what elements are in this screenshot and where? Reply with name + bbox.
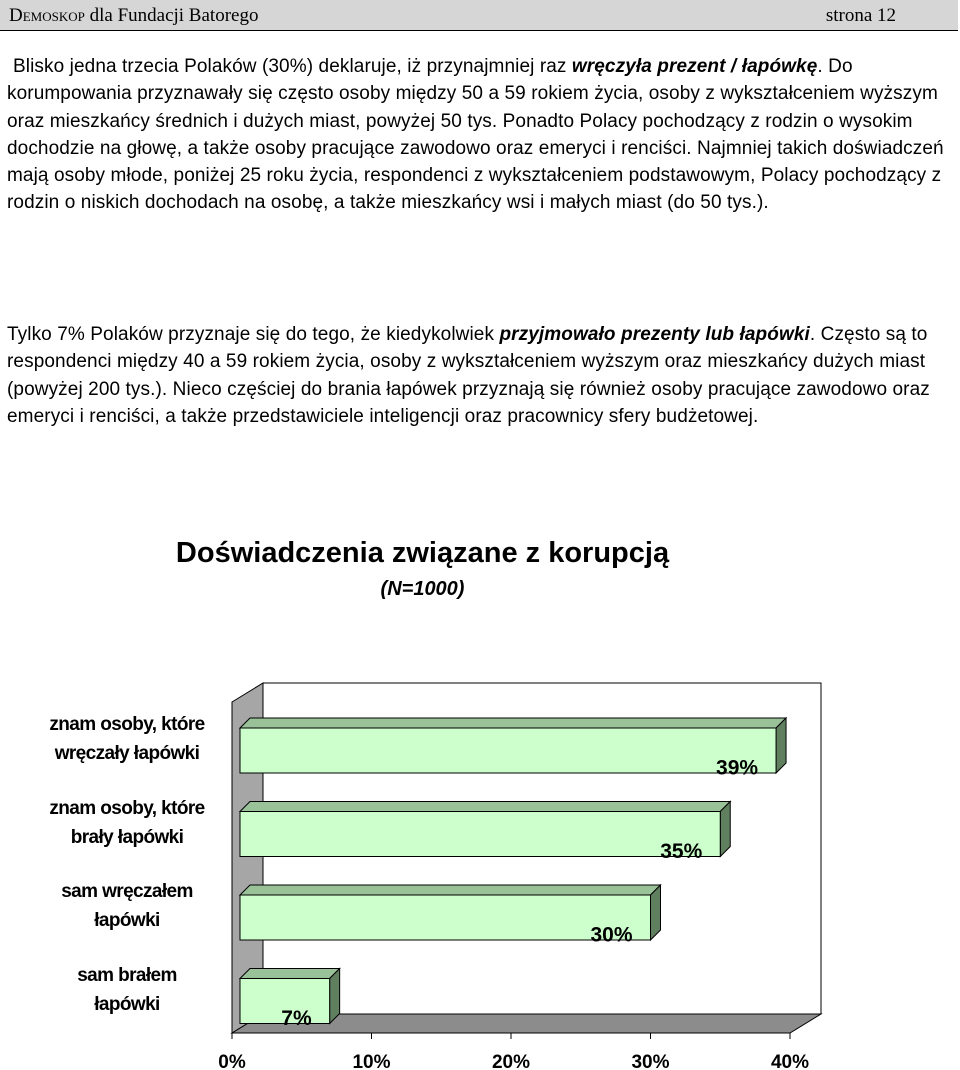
bar-top-face — [240, 885, 661, 895]
category-label-line: brały łapówki — [70, 826, 184, 848]
header-brand: Demoskop — [9, 5, 85, 26]
bar — [240, 728, 776, 773]
category-label-line: sam brałem — [77, 964, 177, 986]
paragraph1-text-c: . Do korumpowania przyznawały się często osoby między 50 a 59 rokiem życia, osoby z wykształceniem wyższym oraz mieszkańcy średnich i dużych miast, powyżej 50 tys. Ponadto Polacy pochodzący z rodzin o wysokim dochodzie na głowę, a także osoby pracujące zawodowo oraz emeryci i renciści. Najmniej takich doświadczeń mają osoby młode, poniżej 25 roku życia, respondenci z wykształceniem podstawowym, Polacy pochodzący z rodzin o niskich dochodach na osobę, a także mieszkańcy wsi i małych miast (do 50 tys.). — [7, 56, 944, 214]
bar-side-face — [330, 969, 340, 1024]
bar-side-face — [720, 802, 730, 857]
bar-side-face — [651, 885, 661, 940]
paragraph2-emphasis: przyjmowało prezenty lub łapówki — [499, 324, 810, 345]
category-label — [22, 794, 232, 852]
category-label — [22, 710, 232, 768]
header-publisher-rest: dla Fundacji Batorego — [84, 5, 259, 26]
x-tick-label: 30% — [631, 1052, 670, 1070]
bar — [240, 812, 720, 857]
paragraph1-emphasis: wręczyła prezent / łapówkę — [571, 56, 818, 77]
bar-top-face — [240, 969, 340, 979]
bar-data-label: 7% — [281, 1007, 312, 1030]
category-label-line: łapówki — [94, 910, 160, 931]
bar-data-label: 30% — [590, 923, 633, 947]
category-label — [22, 961, 232, 1019]
category-label-line: znam osoby, które — [49, 797, 205, 819]
category-label-line: wręczały łapówki — [54, 743, 200, 764]
category-label-line: znam osoby, które — [49, 714, 205, 735]
x-tick-label: 40% — [770, 1052, 810, 1070]
page-number: strona 12 — [825, 5, 896, 26]
bar-top-face — [240, 718, 786, 728]
x-tick-label: 20% — [491, 1052, 531, 1070]
x-tick-label: 0% — [218, 1052, 246, 1070]
category-label-line: łapówki — [94, 993, 160, 1015]
x-tick-label: 10% — [352, 1052, 391, 1070]
paragraph2-text-c: . Często są to respondenci między 40 a 59 rokiem życia, osoby z wykształceniem wyższym oraz mieszkańcy dużych miast (powyżej 200 tys.). Nieco częściej do brania łapówek przyznają się również osoby pracujące zawodowo oraz emeryci i renciści, a także przedstawiciele inteligencji oraz pracownicy sfery budżetowej. — [7, 324, 930, 427]
category-label-line: sam wręczałem — [61, 881, 193, 902]
paragraph2-text-a: Tylko 7% Polaków przyznaje się do tego, że kiedykolwiek — [7, 324, 500, 345]
bar-data-label: 35% — [660, 840, 703, 863]
bar — [240, 895, 651, 940]
chart-title: Doświadczenia związane z korupcją — [175, 537, 670, 569]
bar-side-face — [776, 718, 786, 773]
paragraph1-text-a: Blisko jedna trzecia Polaków (30%) deklaruje, iż przynajmniej raz — [13, 56, 572, 77]
category-label — [22, 877, 232, 935]
bar-top-face — [240, 802, 730, 812]
chart-subtitle: (N=1000) — [380, 578, 465, 600]
bar-data-label: 39% — [716, 756, 759, 780]
